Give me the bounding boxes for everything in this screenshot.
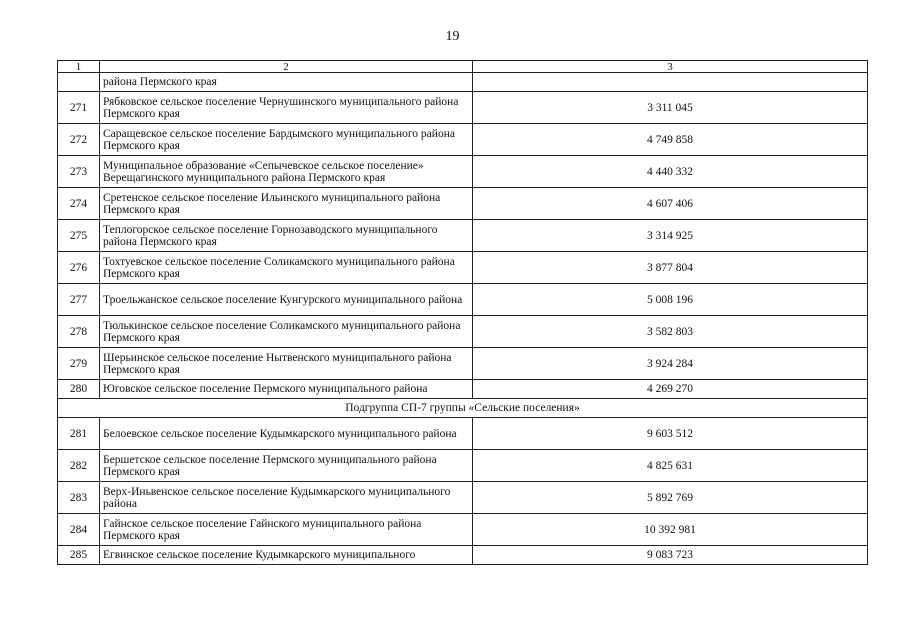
row-number: 278 <box>58 316 100 348</box>
row-value: 3 924 284 <box>473 348 868 380</box>
row-number: 284 <box>58 514 100 546</box>
table-row <box>58 450 868 482</box>
table-row <box>58 156 868 188</box>
row-number: 285 <box>58 546 100 565</box>
row-name: Саращевское сельское поселение Бардымского муниципального района Пермского края <box>100 124 473 156</box>
row-name: Троельжанское сельское поселение Кунгурского муниципального района <box>100 284 473 316</box>
table-row <box>58 284 868 316</box>
row-value: 4 607 406 <box>473 188 868 220</box>
row-value: 4 440 332 <box>473 156 868 188</box>
row-name: Белоевское сельское поселение Кудымкарского муниципального района <box>100 418 473 450</box>
table-header-row <box>58 61 868 73</box>
table-row <box>58 546 868 565</box>
table-row <box>58 514 868 546</box>
row-name: Сретенское сельское поселение Ильинского муниципального района Пермского края <box>100 188 473 220</box>
row-number: 279 <box>58 348 100 380</box>
table-row <box>58 418 868 450</box>
row-number: 271 <box>58 92 100 124</box>
row-value: 4 825 631 <box>473 450 868 482</box>
column-header-1: 1 <box>58 61 100 73</box>
row-value: 3 877 804 <box>473 252 868 284</box>
group-title-row <box>58 399 868 418</box>
row-name: Гайнское сельское поселение Гайнского муниципального района Пермского края <box>100 514 473 546</box>
table-row <box>58 482 868 514</box>
row-name: Тюлькинское сельское поселение Соликамского муниципального района Пермского края <box>100 316 473 348</box>
row-number: 272 <box>58 124 100 156</box>
row-number: 273 <box>58 156 100 188</box>
row-number: 280 <box>58 380 100 399</box>
row-value: 4 269 270 <box>473 380 868 399</box>
row-value: 9 603 512 <box>473 418 868 450</box>
row-name: Юговское сельское поселение Пермского муниципального района <box>100 380 473 399</box>
group-title: Подгруппа СП-7 группы «Сельские поселения» <box>58 399 868 418</box>
row-number: 276 <box>58 252 100 284</box>
table-row <box>58 316 868 348</box>
continued-row-name: района Пермского края <box>100 73 473 92</box>
row-name: Егвинское сельское поселение Кудымкарского муниципального <box>100 546 473 565</box>
row-value: 10 392 981 <box>473 514 868 546</box>
row-number: 274 <box>58 188 100 220</box>
row-value: 3 582 803 <box>473 316 868 348</box>
continued-row-num <box>58 73 100 92</box>
continued-row-value <box>473 73 868 92</box>
row-name: Тохтуевское сельское поселение Соликамского муниципального района Пермского края <box>100 252 473 284</box>
table-row <box>58 92 868 124</box>
column-header-3: 3 <box>473 61 868 73</box>
row-value: 3 314 925 <box>473 220 868 252</box>
table-row <box>58 220 868 252</box>
column-header-2: 2 <box>100 61 473 73</box>
row-name: Рябковское сельское поселение Чернушинского муниципального района Пермского края <box>100 92 473 124</box>
row-number: 283 <box>58 482 100 514</box>
row-value: 5 892 769 <box>473 482 868 514</box>
row-value: 4 749 858 <box>473 124 868 156</box>
row-name: Шерьинское сельское поселение Нытвенского муниципального района Пермского края <box>100 348 473 380</box>
row-value: 9 083 723 <box>473 546 868 565</box>
row-name: Муниципальное образование «Сепычевское сельское поселение» Верещагинского муниципального района Пермского края <box>100 156 473 188</box>
table-row <box>58 380 868 399</box>
table-row <box>58 124 868 156</box>
continued-row <box>58 73 868 92</box>
row-value: 3 311 045 <box>473 92 868 124</box>
settlements-table <box>57 60 868 565</box>
row-number: 282 <box>58 450 100 482</box>
row-number: 275 <box>58 220 100 252</box>
row-number: 277 <box>58 284 100 316</box>
row-value: 5 008 196 <box>473 284 868 316</box>
table-row <box>58 188 868 220</box>
row-name: Бершетское сельское поселение Пермского муниципального района Пермского края <box>100 450 473 482</box>
table-row <box>58 252 868 284</box>
page-number: 19 <box>445 29 460 44</box>
row-name: Верх-Иньвенское сельское поселение Кудымкарского муниципального района <box>100 482 473 514</box>
row-name: Теплогорское сельское поселение Горнозаводского муниципального района Пермского края <box>100 220 473 252</box>
row-number: 281 <box>58 418 100 450</box>
table-row <box>58 348 868 380</box>
